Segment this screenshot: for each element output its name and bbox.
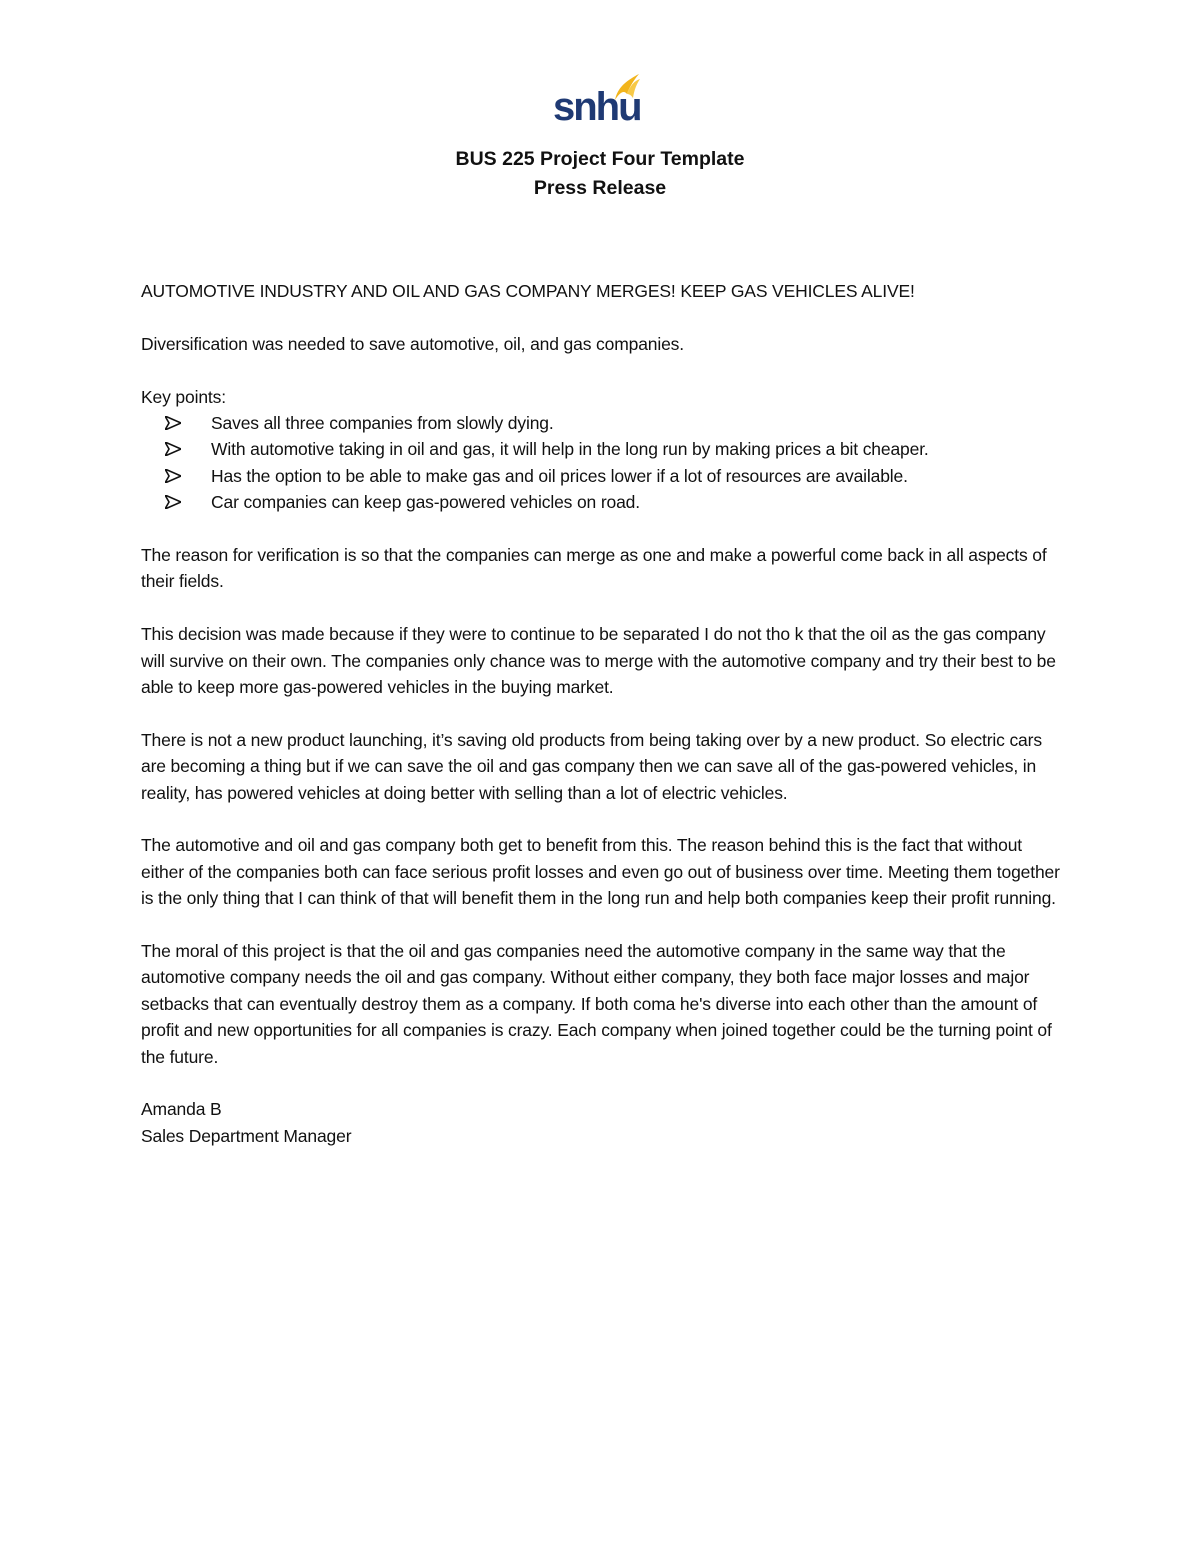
- list-item: [165, 436, 1066, 462]
- press-release-body: [141, 278, 1066, 1149]
- document-type: Press Release: [533, 177, 667, 199]
- author-title: Sales Department Manager: [141, 1125, 352, 1146]
- paragraph-verification: The reason for verification is so that the companies can merge as one and make a powerful come back in all aspects of their fields.: [141, 545, 1047, 592]
- key-point-text: Saves all three companies from slowly dying.: [211, 413, 554, 433]
- list-item: [165, 410, 1066, 436]
- arrowhead-bullet-icon: [165, 495, 181, 509]
- list-item: [165, 489, 1066, 515]
- paragraph-product: There is not a new product launching, it’s saving old products from being taking over by a new product. So electric cars are becoming a thing but if we can save the oil and gas company then we can save all of the gas-powered vehicles, in reality, has powered vehicles at doing better with selling than a lot of electric vehicles.: [141, 729, 1042, 803]
- paragraph-moral: The moral of this project is that the oil and gas companies need the automotive company in the same way that the automotive company needs the oil and gas company. Without either company, they both face major losses and major setbacks that can eventually destroy them as a company. If both coma he's diverse into each other than the amount of profit and new opportunities for all companies is crazy. Each company when joined together could be the turning point of the future.: [141, 941, 1052, 1067]
- author-name: Amanda B: [141, 1099, 222, 1120]
- key-points-list: [141, 410, 1066, 516]
- arrowhead-bullet-icon: [165, 442, 181, 456]
- key-point-text: Has the option to be able to make gas and oil prices lower if a lot of resources are available.: [211, 465, 908, 486]
- logo-wordmark: snhu: [553, 85, 641, 129]
- snhu-logo: [553, 72, 643, 134]
- paragraph-decision: This decision was made because if they were to continue to be separated I do not tho k that the oil as the gas company will survive on their own. The companies only chance was to merge with the automotive company and try their best to be able to keep more gas-powered vehicles in the buying market.: [141, 624, 1056, 698]
- list-item: [165, 463, 1066, 489]
- headline: AUTOMOTIVE INDUSTRY AND OIL AND GAS COMPANY MERGES! KEEP GAS VEHICLES ALIVE!: [141, 281, 915, 301]
- course-title: BUS 225 Project Four Template: [455, 148, 745, 170]
- arrowhead-bullet-icon: [165, 469, 181, 483]
- signature-block: [141, 1096, 1066, 1149]
- subheadline: Diversification was needed to save automotive, oil, and gas companies.: [141, 333, 684, 354]
- paragraph-benefit: The automotive and oil and gas company both get to benefit from this. The reason behind this is the fact that without either of the companies both can face serious profit losses and even go out of business over time. Meeting them together is the only thing that I can think of that will benefit them in the long run and help both companies keep their profit running.: [141, 835, 1060, 909]
- key-points-label: Key points:: [141, 386, 226, 407]
- key-point-text: Car companies can keep gas-powered vehicles on road.: [211, 492, 640, 513]
- arrowhead-bullet-icon: [165, 416, 181, 430]
- document-title: [0, 145, 1200, 203]
- key-point-text: With automotive taking in oil and gas, it will help in the long run by making prices a bit cheaper.: [211, 439, 929, 460]
